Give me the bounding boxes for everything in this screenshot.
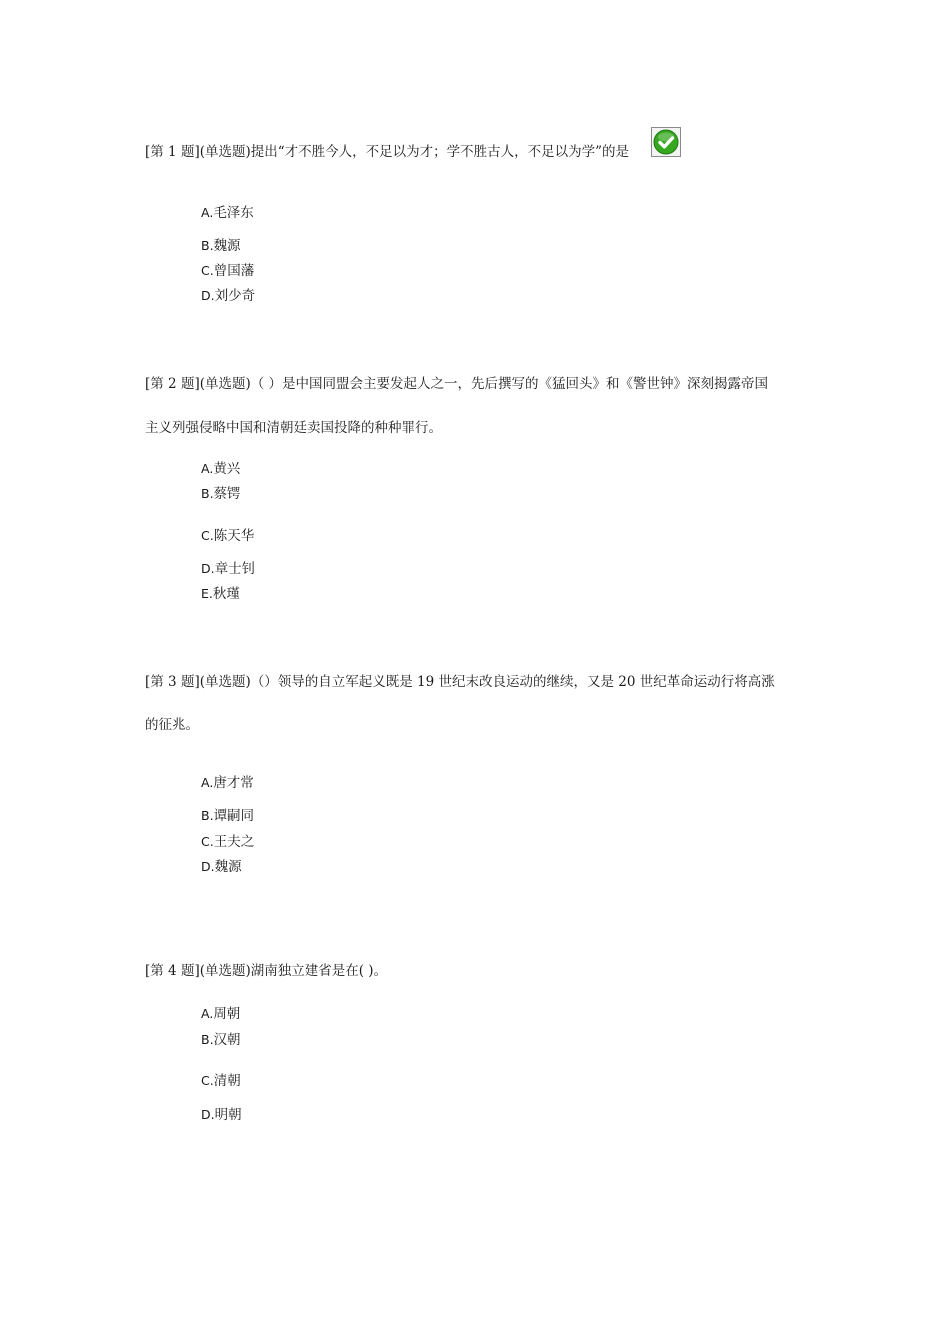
- option-1c[interactable]: C.曾国藩: [201, 263, 255, 279]
- check-icon: [651, 127, 681, 157]
- option-2d[interactable]: D.章士钊: [201, 561, 256, 577]
- option-1b[interactable]: B.魏源: [201, 238, 241, 254]
- option-2b[interactable]: B.蔡锷: [201, 486, 241, 502]
- option-1d[interactable]: D.刘少奇: [201, 288, 256, 304]
- question-3-text-line-1: [第 3 题](单选题)（）领导的自立军起义既是 19 世纪末改良运动的继续，又是 20 世纪革命运动行将高涨: [145, 674, 775, 690]
- option-1a[interactable]: A.毛泽东: [201, 205, 254, 221]
- option-3d[interactable]: D.魏源: [201, 859, 242, 875]
- question-2-text-line-1: [第 2 题](单选题)（ ）是中国同盟会主要发起人之一，先后撰写的《猛回头》和《警世钟》深刻揭露帝国: [145, 376, 769, 392]
- question-1-text: [第 1 题](单选题)提出“才不胜今人，不足以为才；学不胜古人，不足以为学”的是: [145, 144, 630, 160]
- question-4-text: [第 4 题](单选题)湖南独立建省是在( )。: [145, 963, 388, 979]
- option-3a[interactable]: A.唐才常: [201, 775, 254, 791]
- question-2-text-line-2: 主义列强侵略中国和清朝廷卖国投降的种种罪行。: [145, 420, 442, 436]
- option-2a[interactable]: A.黄兴: [201, 461, 241, 477]
- option-3b[interactable]: B.谭嗣同: [201, 808, 255, 824]
- option-2c[interactable]: C.陈天华: [201, 528, 255, 544]
- option-3c[interactable]: C.王夫之: [201, 834, 255, 850]
- option-2e[interactable]: E.秋瑾: [201, 586, 240, 602]
- question-3-text-line-2: 的征兆。: [145, 717, 199, 733]
- option-4c[interactable]: C.清朝: [201, 1073, 241, 1089]
- option-4a[interactable]: A.周朝: [201, 1006, 241, 1022]
- option-4b[interactable]: B.汉朝: [201, 1032, 241, 1048]
- option-4d[interactable]: D.明朝: [201, 1107, 242, 1123]
